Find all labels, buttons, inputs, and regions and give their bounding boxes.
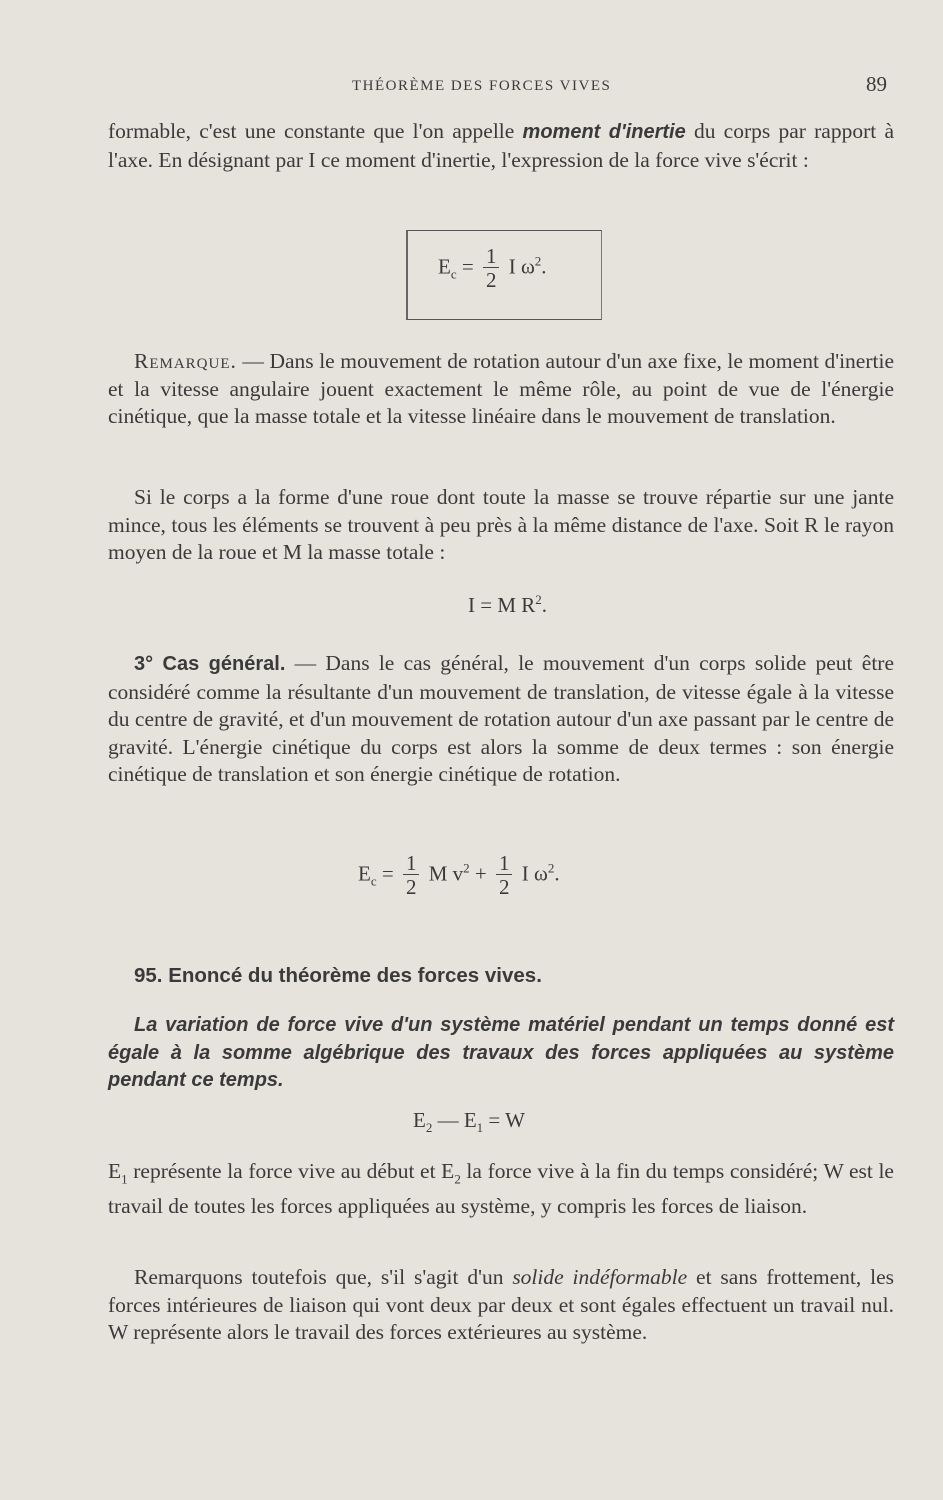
- running-title: THÉORÈME DES FORCES VIVES: [352, 78, 612, 94]
- paragraph-remarquons: Remarquons toutefois que, s'il s'agit d'un solide indéformable et sans frottement, les forces intérieures de liaison qui vont deux par deux et sont égales effectuent un travail nul. W représente alors le travail des forces extérieures au système.: [108, 1265, 894, 1344]
- formula-ec-general: $E_c$ = $\frac{1}{2}$ M $v^2$ + $\frac{1}{2}$ I $\omega^2$.: [358, 851, 560, 899]
- term-moment-inertie: moment d'inertie: [522, 121, 686, 143]
- theorem-statement: La variation de force vive d'un système matériel pendant un temps donné est égale à la somme algébrique des travaux des forces appliquées au système pendant ce temps.: [108, 1014, 894, 1091]
- section-title: 95. Enoncé du théorème des forces vives.: [134, 964, 542, 987]
- paragraph-e1-e2: $E_1$ représente la force vive au début et $E_2$ la force vive à la fin du temps considéré; W est le travail de toutes les forces appliquées au système, y compris les forces de liaison.: [108, 1159, 894, 1218]
- paragraph-moment-inertie: formable, c'est une constante que l'on appelle moment d'inertie du corps par rapport à l'axe. En désignant par I ce moment d'inertie, l'expression de la force vive s'écrit :: [108, 119, 894, 172]
- page-number: 89: [866, 72, 887, 96]
- term-solide-indeformable: solide indéformable: [512, 1265, 688, 1289]
- paragraph-roue: Si le corps a la forme d'une roue dont toute la masse se trouve répartie sur une jante mince, tous les éléments se trouvent à peu près à la même distance de l'axe. Soit R le rayon moyen de la roue et M la masse totale :: [108, 485, 894, 564]
- boxed-formula-kinetic-energy: [406, 230, 602, 320]
- page-header: [0, 72, 943, 102]
- paragraph-remarque: Remarque. — Dans le mouvement de rotation autour d'un axe fixe, le moment d'inertie et la vitesse angulaire jouent exactement le même rôle, au point de vue de l'énergie cinétique, que la masse totale et la vitesse linéaire dans le mouvement de translation.: [108, 349, 894, 428]
- remarque-label: Remarque.: [134, 349, 237, 373]
- formula-theorem: $E_2$ — $E_1 = W$: [413, 1108, 525, 1136]
- formula-ec-rotation: $E_c$ = $\frac{1}{2}$ I $\omega^2$.: [438, 244, 547, 292]
- cas-general-label: 3° Cas général.: [134, 653, 286, 675]
- paragraph-cas-general: 3° Cas général. — Dans le cas général, le mouvement d'un corps solide peut être considéré comme la résultante d'un mouvement de translation, de vitesse égale à la vitesse du centre de gravité, et d'un mouvement de rotation autour d'un axe passant par le centre de gravité. L'énergie cinétique du corps est alors la somme de deux termes : son énergie cinétique de translation et son énergie cinétique de rotation.: [108, 651, 895, 786]
- formula-moment-roue: I = M $R^2$.: [468, 592, 548, 617]
